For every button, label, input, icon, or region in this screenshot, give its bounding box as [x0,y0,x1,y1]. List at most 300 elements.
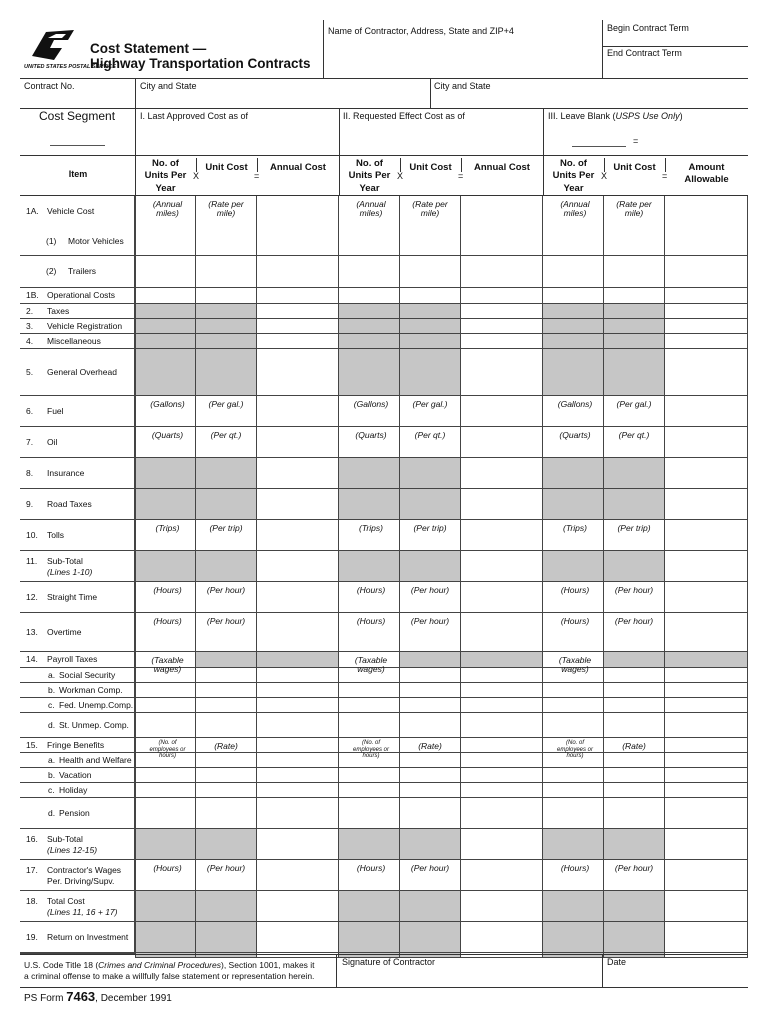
entry-cell[interactable] [665,738,748,753]
begin-contract-term-label: Begin Contract Term [607,23,689,33]
entry-cell[interactable]: (Per hour) [400,582,461,613]
entry-cell[interactable]: (Rate per mile) [604,196,665,228]
shaded-cell [339,458,400,489]
entry-cell[interactable]: (Hours) [339,613,400,652]
entry-cell[interactable] [400,288,461,304]
row-text: General Overhead [47,366,117,377]
entry-cell[interactable] [665,768,748,783]
entry-cell[interactable] [400,668,461,683]
col-unit-cost: Unit Cost [205,162,248,173]
entry-cell[interactable]: (Hours) [339,582,400,613]
entry-cell[interactable] [604,668,665,683]
entry-cell[interactable] [665,489,748,520]
row-text: Payroll Taxes [47,654,98,664]
entry-cell[interactable]: (Gallons) [135,396,196,427]
row-label [20,396,135,427]
row-text: Sub-Total [47,833,83,844]
entry-cell[interactable] [461,922,543,953]
col-units: No. of Units Per Year [144,158,187,194]
entry-cell[interactable]: (Per trip) [400,520,461,551]
row-number: 12. [26,591,38,602]
entry-cell[interactable] [604,683,665,698]
entry-cell[interactable] [604,713,665,738]
entry-cell[interactable] [196,668,257,683]
entry-cell[interactable] [339,288,400,304]
multiply-operator: X [397,171,404,181]
entry-cell[interactable]: (Trips) [339,520,400,551]
shaded-cell [135,551,196,582]
entry-cell[interactable] [135,668,196,683]
entry-cell[interactable]: (Per qt.) [604,427,665,458]
entry-cell[interactable]: (Per hour) [400,860,461,891]
entry-cell[interactable] [257,668,339,683]
entry-cell[interactable]: (Hours) [135,613,196,652]
entry-cell[interactable] [665,783,748,798]
entry-cell[interactable]: (Quarts) [339,427,400,458]
entry-cell[interactable]: (Annual miles) [339,196,400,228]
row-text: Taxes [47,306,70,316]
row-label [20,860,135,891]
entry-cell[interactable]: (Per qt.) [196,427,257,458]
entry-cell[interactable] [135,256,196,288]
entry-cell[interactable] [461,334,543,349]
entry-cell[interactable] [196,768,257,783]
entry-cell[interactable]: (Per hour) [604,860,665,891]
entry-cell[interactable] [461,228,543,256]
row-label [20,349,135,396]
entry-cell[interactable] [257,319,339,334]
entry-cell[interactable] [543,768,604,783]
row-text: Social Security [59,670,116,680]
entry-cell[interactable] [461,288,543,304]
shaded-cell [135,349,196,396]
row-number: a. [48,670,56,680]
entry-cell[interactable]: (Rate per mile) [400,196,461,228]
row-label [20,582,135,613]
entry-cell[interactable] [339,783,400,798]
entry-cell[interactable] [257,304,339,319]
entry-cell[interactable] [543,753,604,768]
entry-cell[interactable] [665,860,748,891]
row-label [20,427,135,458]
shaded-cell [196,551,257,582]
entry-cell[interactable] [196,753,257,768]
entry-cell[interactable]: (Hours) [135,860,196,891]
row-text: Trailers [68,266,97,276]
shaded-cell [339,829,400,860]
entry-cell[interactable] [257,829,339,860]
entry-cell[interactable] [461,427,543,458]
row-subtext: (Lines 1-10) [47,566,93,577]
entry-cell[interactable]: (Per gal.) [196,396,257,427]
entry-cell[interactable]: (Per hour) [400,613,461,652]
col-units: No. of Units Per Year [348,158,391,194]
entry-cell[interactable] [257,520,339,551]
entry-cell[interactable] [461,713,543,738]
segment-3-blank[interactable] [572,146,626,147]
entry-cell[interactable] [461,891,543,922]
entry-cell[interactable] [339,753,400,768]
entry-cell[interactable] [135,683,196,698]
row-number: 6. [26,405,34,416]
entry-cell[interactable] [665,334,748,349]
signature-field[interactable] [337,970,601,986]
entry-cell[interactable] [135,768,196,783]
shaded-cell [400,458,461,489]
entry-cell[interactable]: (Hours) [543,613,604,652]
entry-cell[interactable] [461,683,543,698]
entry-cell[interactable] [257,582,339,613]
row-text: Fed. Unemp.Comp. [59,700,134,710]
entry-cell[interactable] [461,319,543,334]
entry-cell[interactable]: (Annual miles) [543,196,604,228]
entry-cell[interactable]: (Hours) [543,860,604,891]
entry-cell[interactable] [339,256,400,288]
entry-cell[interactable] [665,256,748,288]
entry-cell[interactable]: (Rate) [604,738,665,753]
entry-cell[interactable] [461,668,543,683]
entry-cell[interactable] [196,683,257,698]
entry-cell[interactable] [461,304,543,319]
entry-cell[interactable] [604,698,665,713]
entry-cell[interactable] [400,768,461,783]
shaded-cell [196,304,257,319]
entry-cell[interactable] [135,228,196,256]
shaded-cell [400,304,461,319]
shaded-cell [135,891,196,922]
entry-cell[interactable]: (Rate) [400,738,461,753]
entry-cell[interactable] [461,738,543,753]
shaded-cell [543,304,604,319]
shaded-cell [400,829,461,860]
form-title-line1: Cost Statement — [90,41,207,56]
entry-cell[interactable] [665,288,748,304]
entry-cell[interactable]: (No. of employees or hours) [543,738,604,753]
entry-cell[interactable]: (Annual miles) [135,196,196,228]
entry-cell[interactable] [665,458,748,489]
entry-cell[interactable] [257,551,339,582]
entry-cell[interactable] [604,753,665,768]
row-label [20,551,135,582]
row-label [20,256,135,288]
row-text: Sub-Total [47,555,83,566]
entry-cell[interactable]: (No. of employees or hours) [135,738,196,753]
entry-cell[interactable] [257,349,339,396]
city-state-label-1: City and State [140,81,197,91]
entry-cell[interactable] [461,396,543,427]
row-text: Vehicle Registration [47,321,123,331]
entry-cell[interactable] [400,683,461,698]
entry-cell[interactable] [665,427,748,458]
entry-cell[interactable] [461,551,543,582]
entry-cell[interactable] [400,698,461,713]
shaded-cell [339,319,400,334]
legal-notice: U.S. Code Title 18 (Crimes and Criminal Procedures), Section 1001, makes it [24,960,315,970]
entry-cell[interactable]: (Gallons) [339,396,400,427]
shaded-cell [135,304,196,319]
row-label [20,783,135,798]
col-amount-allowable: Amount Allowable [684,162,729,186]
entry-cell[interactable] [339,668,400,683]
entry-cell[interactable]: (Per hour) [196,613,257,652]
shaded-cell [400,334,461,349]
entry-cell[interactable]: (Per hour) [196,860,257,891]
entry-cell[interactable] [196,256,257,288]
entry-cell[interactable] [400,228,461,256]
entry-cell[interactable]: (Quarts) [543,427,604,458]
entry-cell[interactable]: (Rate) [196,738,257,753]
entry-cell[interactable]: (Hours) [135,582,196,613]
entry-cell[interactable] [461,783,543,798]
row-text: Operational Costs [47,290,116,300]
entry-cell[interactable] [665,196,748,228]
entry-cell[interactable] [257,196,339,228]
cost-segment-blank[interactable] [50,145,105,146]
col-unit-cost: Unit Cost [409,162,452,173]
row-number: c. [48,700,55,710]
date-field[interactable] [603,970,747,986]
entry-cell[interactable] [665,304,748,319]
entry-cell[interactable] [339,698,400,713]
multiply-operator: X [193,171,200,181]
entry-cell[interactable] [543,683,604,698]
entry-cell[interactable] [400,256,461,288]
row-number: 1B. [26,290,39,300]
row-label [20,753,135,768]
shaded-cell [543,551,604,582]
entry-cell[interactable] [461,520,543,551]
col-annual-cost: Annual Cost [270,162,326,173]
entry-cell[interactable] [339,798,400,829]
entry-cell[interactable] [461,798,543,829]
shaded-cell [196,922,257,953]
row-label [20,288,135,304]
entry-cell[interactable] [257,613,339,652]
shaded-cell [135,334,196,349]
row-number: 11. [26,555,38,566]
entry-cell[interactable] [257,738,339,753]
entry-cell[interactable]: (Per hour) [196,582,257,613]
entry-cell[interactable] [461,582,543,613]
entry-cell[interactable] [339,713,400,738]
entry-cell[interactable] [604,783,665,798]
entry-cell[interactable] [135,713,196,738]
entry-cell[interactable] [543,713,604,738]
row-text: Road Taxes [47,498,92,509]
row-subtext: (Lines 12-15) [47,844,98,855]
row-number: 15. [26,740,38,750]
entry-cell[interactable]: (Gallons) [543,396,604,427]
entry-cell[interactable] [257,891,339,922]
entry-cell[interactable] [400,798,461,829]
entry-cell[interactable] [461,860,543,891]
entry-cell[interactable] [400,713,461,738]
entry-cell[interactable] [257,288,339,304]
entry-cell[interactable] [665,922,748,953]
entry-cell[interactable] [665,683,748,698]
entry-cell[interactable] [400,783,461,798]
entry-cell[interactable] [257,256,339,288]
entry-cell[interactable] [339,228,400,256]
row-label [20,196,135,228]
entry-cell[interactable]: (Hours) [543,582,604,613]
entry-cell[interactable] [543,698,604,713]
entry-cell[interactable] [257,783,339,798]
entry-cell[interactable] [257,427,339,458]
entry-cell[interactable] [665,319,748,334]
shaded-cell [400,922,461,953]
entry-cell[interactable] [257,768,339,783]
entry-cell[interactable] [196,783,257,798]
entry-cell[interactable] [257,334,339,349]
entry-cell[interactable]: (Per gal.) [604,396,665,427]
entry-cell[interactable]: (Per trip) [196,520,257,551]
contractor-name-field[interactable] [324,40,601,77]
row-number: 3. [26,321,34,331]
shaded-cell [339,891,400,922]
entry-cell[interactable] [461,613,543,652]
entry-cell[interactable] [135,798,196,829]
row-text: Insurance [47,467,85,478]
entry-cell[interactable] [196,228,257,256]
entry-cell[interactable] [665,349,748,396]
entry-cell[interactable] [257,228,339,256]
entry-cell[interactable] [339,683,400,698]
entry-cell[interactable] [257,489,339,520]
shaded-cell [461,652,543,668]
shaded-cell [604,489,665,520]
entry-cell[interactable] [665,613,748,652]
entry-cell[interactable] [196,798,257,829]
entry-cell[interactable] [543,288,604,304]
entry-cell[interactable]: (Rate per mile) [196,196,257,228]
row-label [20,713,135,738]
entry-cell[interactable]: (Taxable wages) [339,652,400,668]
entry-cell[interactable] [257,713,339,738]
entry-cell[interactable] [461,829,543,860]
entry-cell[interactable] [135,753,196,768]
entry-cell[interactable] [665,520,748,551]
form-title-line2: Highway Transportation Contracts [90,56,311,71]
entry-cell[interactable] [461,489,543,520]
entry-cell[interactable] [665,396,748,427]
entry-cell[interactable] [257,798,339,829]
entry-cell[interactable] [543,256,604,288]
shaded-cell [196,334,257,349]
entry-cell[interactable] [543,228,604,256]
entry-cell[interactable] [461,196,543,228]
entry-cell[interactable] [665,753,748,768]
shaded-cell [604,304,665,319]
entry-cell[interactable]: (Trips) [543,520,604,551]
row-label [20,891,135,922]
entry-cell[interactable] [257,922,339,953]
entry-cell[interactable] [400,753,461,768]
entry-cell[interactable]: (Hours) [339,860,400,891]
entry-cell[interactable] [604,228,665,256]
shaded-cell [339,349,400,396]
entry-cell[interactable] [461,349,543,396]
entry-cell[interactable] [665,228,748,256]
entry-cell[interactable] [135,698,196,713]
row-text: Fringe Benefits [47,740,105,750]
entry-cell[interactable] [257,683,339,698]
entry-cell[interactable] [135,288,196,304]
entry-cell[interactable] [257,698,339,713]
shaded-cell [543,458,604,489]
shaded-cell [604,334,665,349]
row-label [20,489,135,520]
row-number: (2) [46,266,57,276]
entry-cell[interactable] [665,668,748,683]
shaded-cell [604,829,665,860]
entry-cell[interactable] [257,753,339,768]
entry-cell[interactable]: (Per gal.) [400,396,461,427]
entry-cell[interactable] [339,768,400,783]
entry-cell[interactable] [257,860,339,891]
entry-cell[interactable] [461,698,543,713]
entry-cell[interactable] [257,458,339,489]
shaded-cell [604,319,665,334]
row-number: 13. [26,626,38,637]
entry-cell[interactable] [543,783,604,798]
entry-cell[interactable]: (Quarts) [135,427,196,458]
cost-segment-label: Cost Segment [39,109,116,123]
entry-cell[interactable] [665,829,748,860]
entry-cell[interactable]: (Taxable wages) [135,652,196,668]
row-number: 4. [26,336,34,346]
entry-cell[interactable] [604,256,665,288]
entry-cell[interactable] [665,551,748,582]
shaded-cell [339,551,400,582]
entry-cell[interactable] [604,288,665,304]
entry-cell[interactable] [665,798,748,829]
shaded-cell [196,458,257,489]
entry-cell[interactable] [543,798,604,829]
entry-cell[interactable] [257,396,339,427]
shaded-cell [604,458,665,489]
entry-cell[interactable]: (No. of employees or hours) [339,738,400,753]
entry-cell[interactable]: (Per hour) [604,613,665,652]
entry-cell[interactable]: (Per hour) [604,582,665,613]
entry-cell[interactable]: (Taxable wages) [543,652,604,668]
entry-cell[interactable]: (Per qt.) [400,427,461,458]
entry-cell[interactable] [196,713,257,738]
entry-cell[interactable] [196,698,257,713]
entry-cell[interactable]: (Per trip) [604,520,665,551]
entry-cell[interactable] [665,891,748,922]
entry-cell[interactable] [604,798,665,829]
entry-cell[interactable] [665,713,748,738]
entry-cell[interactable] [196,288,257,304]
shaded-cell [339,304,400,319]
entry-cell[interactable] [461,458,543,489]
entry-cell[interactable]: (Trips) [135,520,196,551]
row-number: 7. [26,436,34,447]
entry-cell[interactable] [665,698,748,713]
row-label [20,829,135,860]
row-number: 14. [26,654,38,664]
entry-cell[interactable] [461,256,543,288]
end-contract-term-label: End Contract Term [607,48,682,58]
entry-cell[interactable] [665,582,748,613]
entry-cell[interactable] [461,753,543,768]
entry-cell[interactable] [135,783,196,798]
entry-cell[interactable] [604,768,665,783]
row-number: 18. [26,895,38,906]
entry-cell[interactable] [461,768,543,783]
entry-cell[interactable] [543,668,604,683]
